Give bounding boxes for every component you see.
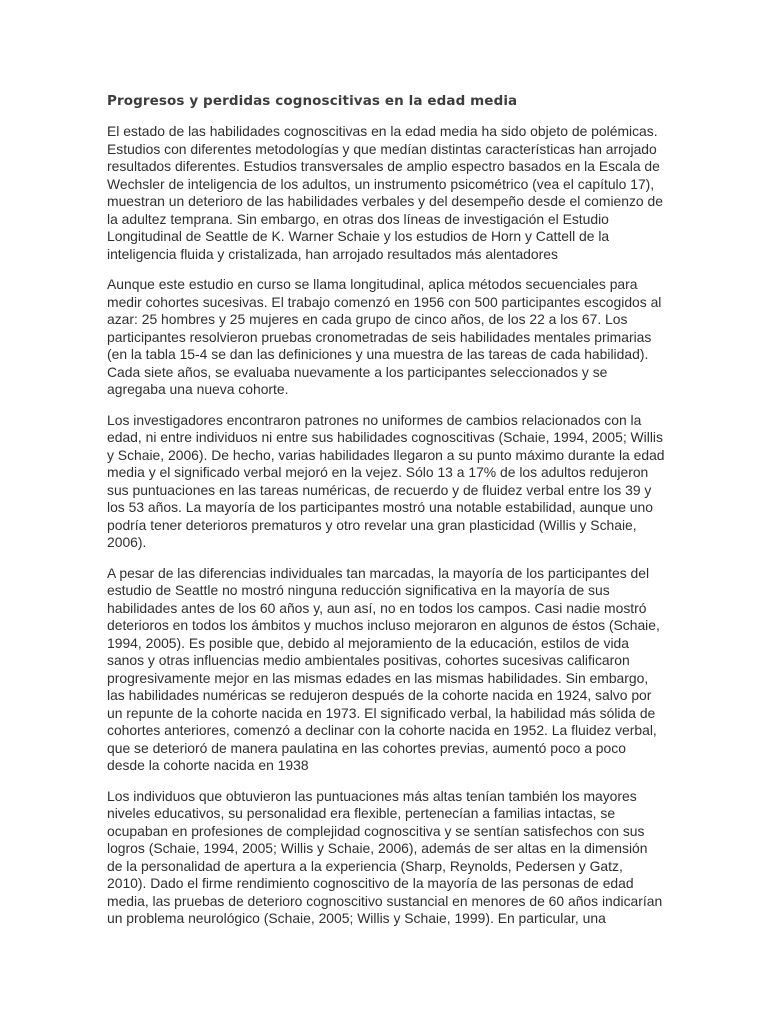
text-line: participantes resolvieron pruebas cronometradas de seis habilidades mentales primarias xyxy=(107,328,652,345)
text-line: niveles educativos, su personalidad era flexible, pertenecían a familias intactas, se xyxy=(107,805,616,821)
text-line: muestran un deterioro de las habilidades verbales y del desempeño desde el comienzo de xyxy=(107,193,663,209)
text-line: A pesar de las diferencias individuales tan marcadas, la mayoría de los participantes del xyxy=(107,564,650,581)
text-line: inteligencia fluida y cristalizada, han arrojado resultados más alentadores xyxy=(107,245,558,262)
text-line: Longitudinal de Seattle de K. Warner Schaie y los estudios de Horn y Cattell de la xyxy=(107,228,610,244)
text-line: Wechsler de inteligencia de los adultos, un instrumento psicométrico (vea el capítulo 17), xyxy=(107,175,655,192)
text-line: cohortes anteriores, comenzó a declinar con la cohorte nacida en 1952. La fluidez verbal, xyxy=(107,722,657,738)
text-line: y Schaie, 2006). De hecho, varias habilidades llegaron a su punto máximo durante la edad xyxy=(107,446,665,463)
text-line: 2010). Dado el firme rendimiento cognoscitivo de la mayoría de las personas de edad xyxy=(107,875,634,891)
text-line: sus puntuaciones en las tareas numéricas, de recuerdo y de fluidez verbal entre los 39 y xyxy=(107,481,652,498)
text-line: medir cohortes sucesivas. El trabajo comenzó en 1956 con 500 participantes escogidos al xyxy=(107,293,662,310)
text-line: la adultez temprana. Sin embargo, en otras dos líneas de investigación el Estudio xyxy=(107,210,609,227)
text-line: azar: 25 hombres y 25 mujeres en cada grupo de cinco años, de los 22 a los 67. Los xyxy=(107,311,628,327)
text-line: Estudios con diferentes metodologías y que medían distintas características han arrojado xyxy=(107,140,657,157)
text-line: El estado de las habilidades cognoscitivas en la edad media ha sido objeto de polémicas. xyxy=(107,123,658,139)
text-line: agregaba una nueva cohorte. xyxy=(107,381,289,397)
body-paragraph xyxy=(107,788,663,928)
text-line: desde la cohorte nacida en 1938 xyxy=(107,757,309,773)
text-line: Los individuos que obtuvieron las puntuaciones más altas tenían también los mayores xyxy=(107,787,637,804)
text-line: ocupaban en profesiones de complejidad cognoscitiva y se sentían satisfechos con sus xyxy=(107,822,645,839)
text-line: Cada siete años, se evaluaba nuevamente a los participantes seleccionados y se xyxy=(107,363,608,380)
text-line: estudio de Seattle no mostró ninguna reducción significativa en la mayoría de sus xyxy=(107,582,610,598)
body-paragraph xyxy=(107,565,663,775)
text-line: (en la tabla 15-4 se dan las definiciones y una muestra de las tareas de cada habilidad). xyxy=(107,346,649,362)
text-line: 1994, 2005). Es posible que, debido al mejoramiento de la educación, estilos de vida xyxy=(107,634,630,651)
section-title: Progresos y perdidas cognoscitivas en la edad media xyxy=(107,93,518,109)
text-line: Los investigadores encontraron patrones no uniformes de cambios relacionados con la xyxy=(107,411,642,428)
text-line: deterioros en todos los ámbitos y muchos incluso mejoraron en algunos de éstos (Schaie, xyxy=(107,617,660,633)
body-paragraph xyxy=(107,412,663,552)
text-line: los 53 años. La mayoría de los participantes mostró una notable estabilidad, aunque uno xyxy=(107,499,653,515)
text-line: edad, ni entre individuos ni entre sus habilidades cognoscitivas (Schaie, 1994, 2005; Willis xyxy=(107,429,663,445)
text-line: un problema neurológico (Schaie, 2005; Willis y Schaie, 1999). En particular, una xyxy=(107,910,606,926)
text-line: logros (Schaie, 1994, 2005; Willis y Schaie, 2006), además de ser altas en la dimensión xyxy=(107,840,648,856)
text-line: progresivamente mejor en las mismas edades en las mismas habilidades. Sin embargo, xyxy=(107,669,649,686)
document-content xyxy=(107,91,663,941)
text-line: resultados diferentes. Estudios transversales de amplio espectro basados en la Escala de xyxy=(107,158,660,174)
text-line: Aunque este estudio en curso se llama longitudinal, aplica métodos secuenciales para xyxy=(107,276,638,292)
text-line: que se deterioró de manera paulatina en las cohortes previas, aumentó poco a poco xyxy=(107,739,626,756)
body-paragraph xyxy=(107,123,663,263)
paragraph-list xyxy=(107,123,663,928)
text-line: 2006). xyxy=(107,534,147,550)
text-line: media, las pruebas de deterioro cognoscitivo sustancial en menores de 60 años indicarían xyxy=(107,892,663,909)
text-line: media y el significado verbal mejoró en la vejez. Sólo 13 a 17% de los adultos redujeron xyxy=(107,464,649,480)
text-line: podría tener deterioros prematuros y otro revelar una gran plasticidad (Willis y Schaie, xyxy=(107,516,637,533)
text-line: un repunte de la cohorte nacida en 1973. El significado verbal, la habilidad más sólida de xyxy=(107,704,656,721)
text-line: las habilidades numéricas se redujeron después de la cohorte nacida en 1924, salvo por xyxy=(107,687,652,703)
text-line: sanos y otras influencias medio ambientales positivas, cohortes sucesivas calificaron xyxy=(107,652,630,668)
body-paragraph xyxy=(107,276,663,399)
text-line: de la personalidad de apertura a la experiencia (Sharp, Reynolds, Pedersen y Gatz, xyxy=(107,857,623,874)
text-line: habilidades antes de los 60 años y, aun así, no en todos los campos. Casi nadie mostró xyxy=(107,599,647,616)
